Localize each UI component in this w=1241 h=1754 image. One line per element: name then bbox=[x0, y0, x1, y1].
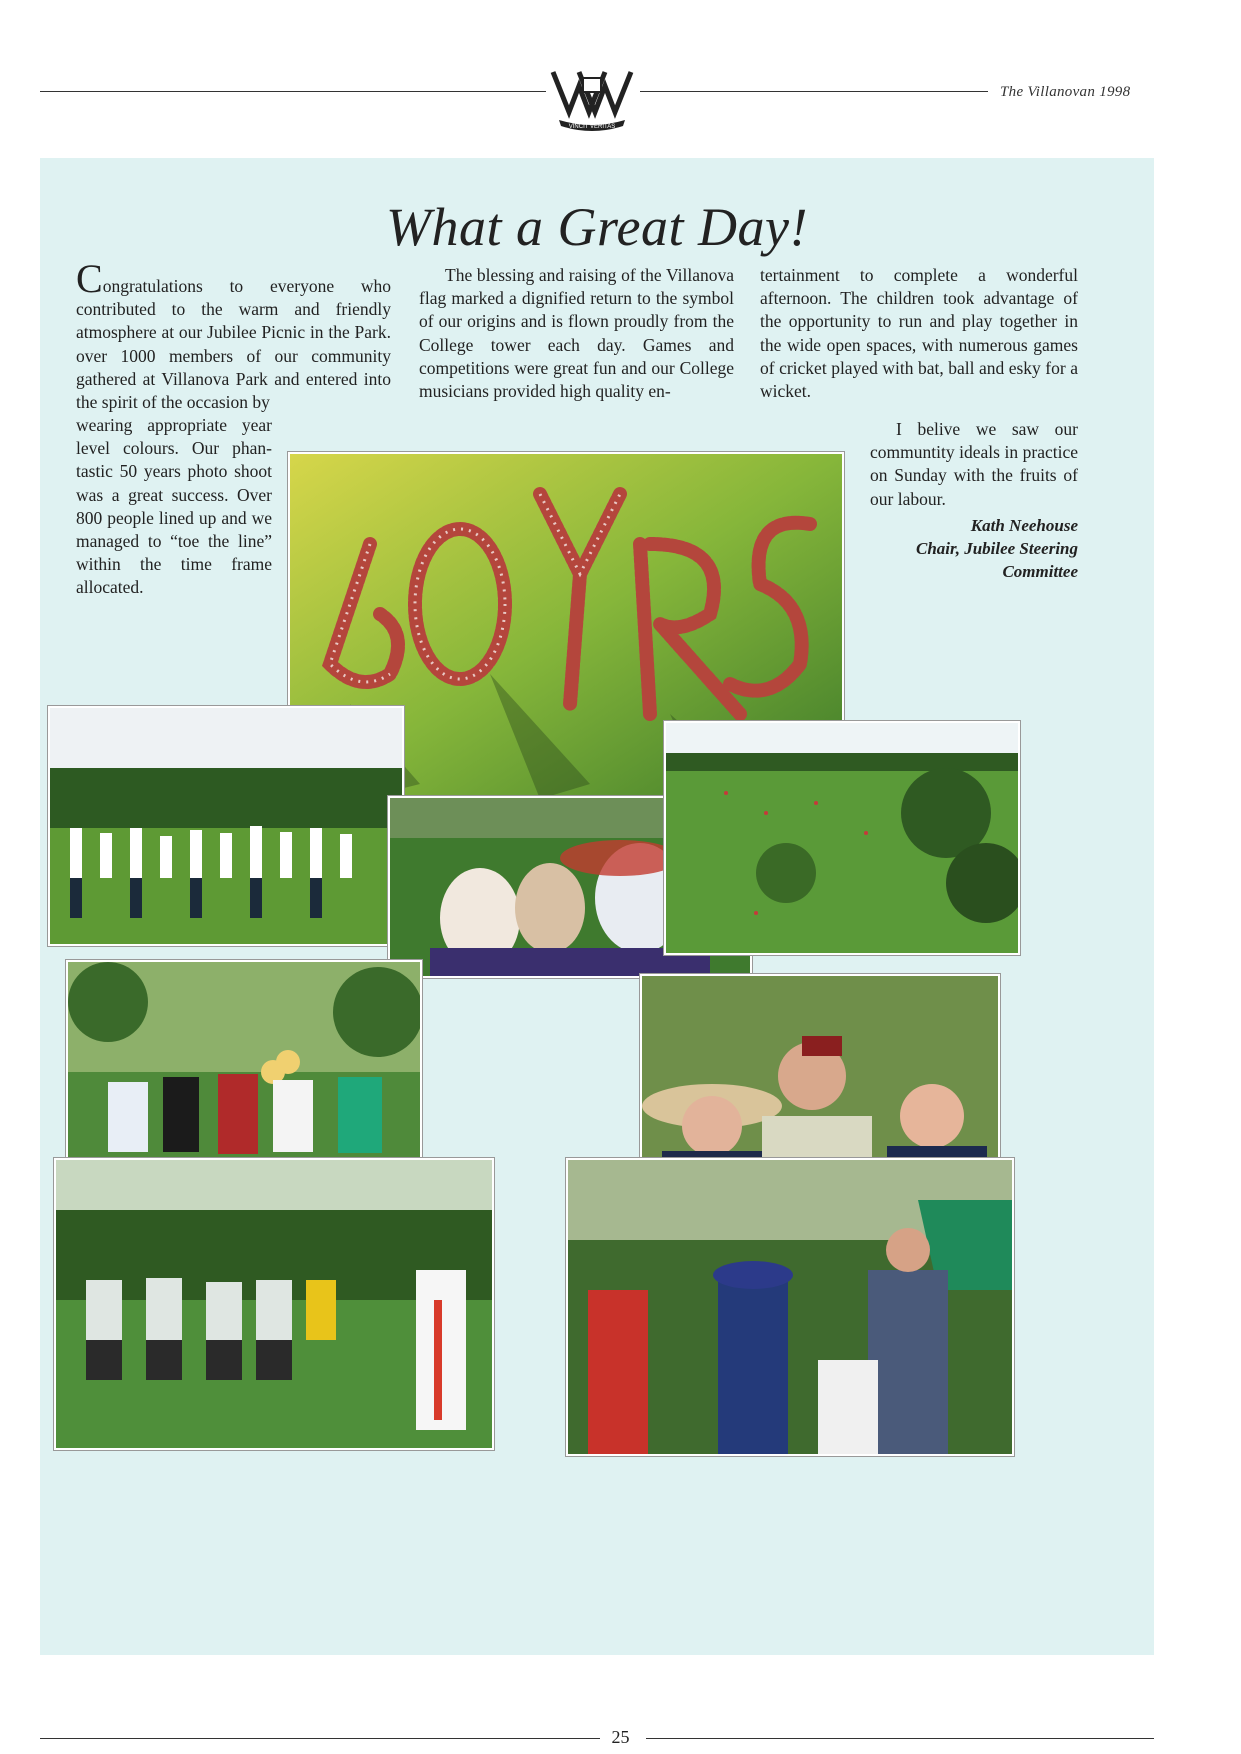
flag-blessing-photo bbox=[54, 1158, 494, 1450]
text-column-1-wrap: wearing appropriate year level colours. Our phan-tastic 50 years photo shoot was a great success. Over 800 people lined up and we managed to “toe the line” within the time frame allocated. bbox=[76, 415, 272, 598]
logo-motto: VINCIT VERITAS bbox=[568, 124, 616, 130]
article-panel bbox=[40, 158, 1154, 1655]
drop-cap: C bbox=[76, 256, 103, 301]
col1-text: ongratulations to everyone who contributed to the warm and friendly atmosphere at our Jubilee Picnic in the Park. over 1000 members of our community gathered at Villanova Park and entered into the spirit of the occasion by bbox=[76, 276, 391, 413]
signature-role-2: Committee bbox=[1002, 562, 1078, 581]
text-column-3: tertainment to complete a wonderful afternoon. The children took advantage of the opportunity to run and play together in the wide open spaces, with numerous games of cricket played with bat, ball and esky for a wicket. bbox=[760, 265, 1078, 402]
crowd-hats-photo bbox=[566, 1158, 1014, 1456]
page-number: 25 bbox=[611, 1727, 630, 1747]
text-column-3-wrap: I belive we saw our communtity ideals in practice on Sunday with the fruits of our labour. bbox=[870, 419, 1078, 509]
text-column-1 bbox=[76, 256, 391, 414]
villanova-logo bbox=[549, 64, 635, 134]
signature-name: Kath Neehouse bbox=[970, 516, 1078, 535]
running-head: The Villanovan 1998 bbox=[1000, 84, 1131, 100]
oval-aerial-photo bbox=[664, 721, 1020, 955]
signature-block bbox=[916, 514, 1078, 583]
article-title: What a Great Day! bbox=[386, 197, 808, 257]
queue-photo bbox=[48, 706, 404, 946]
header-rule-right bbox=[640, 91, 988, 92]
text-column-2: The blessing and raising of the Villanova flag marked a dignified return to the symbol of our origins and is flown proudly from the College tower each day. Games and competitions were great fun and our College musicians provided high quality en- bbox=[419, 265, 734, 402]
header-rule-left bbox=[40, 91, 546, 92]
signature-role-1: Chair, Jubilee Steering bbox=[916, 539, 1078, 558]
